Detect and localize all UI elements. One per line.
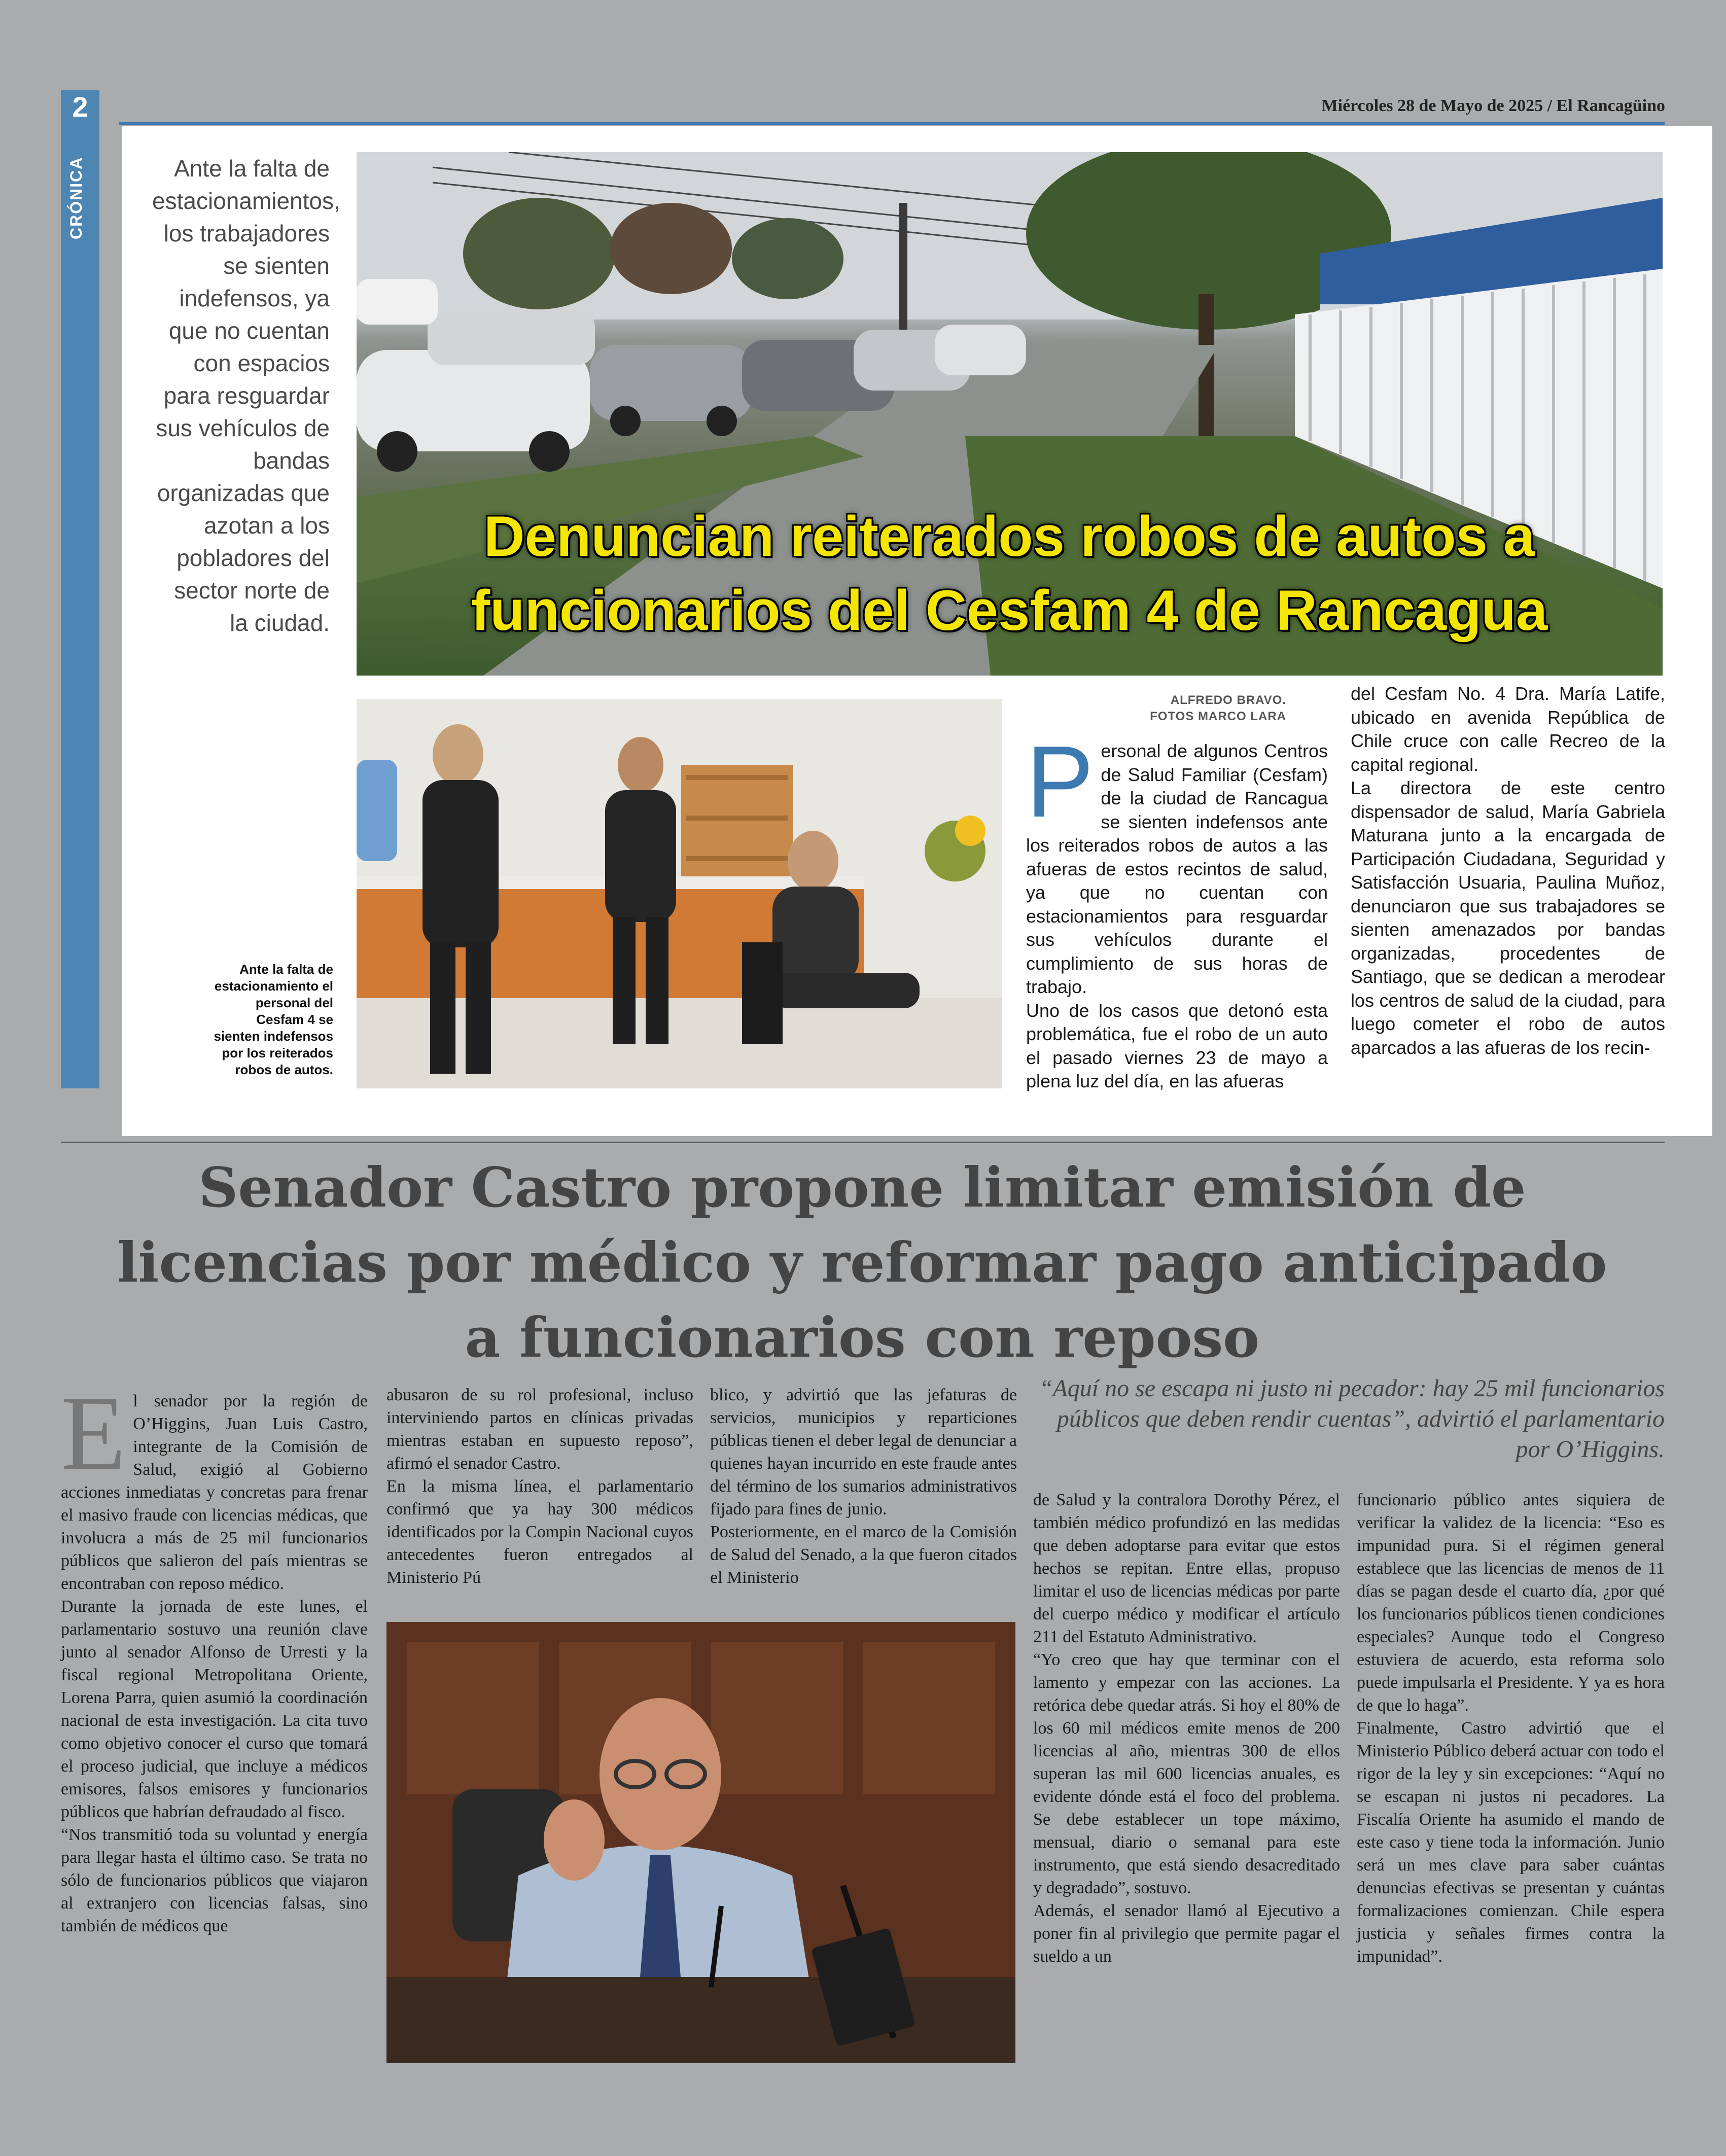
story-2-c4-para2: “Yo creo que hay que terminar con el lamento y empezar con las acciones. La retórica debe quedar atrás. Si hoy el 80% de los 60 mil médicos emite menos de 200 licencias al año, mientras 300 de ellos superan las mil 600 licencias anuales, es evidente dónde está el foco del problema. Se debe establecer un tope máximo, mensual, diario o semanal para este instrumento, que está siendo desacreditado y degradado”, sostuvo. xyxy=(1033,1650,1340,1897)
story-2-c3-para2: Posteriormente, en el marco de la Comisión de Salud del Senado, a la que fueron citados el Ministerio xyxy=(710,1523,1017,1587)
byline-photos: FOTOS MARCO LARA xyxy=(1150,710,1286,723)
page-number: 2 xyxy=(72,91,88,123)
senator-illustration xyxy=(386,1622,1015,2063)
staff-office-photo xyxy=(357,699,1002,1088)
story-2-dropcap: E xyxy=(61,1374,126,1492)
story-2-c4-para3: Además, el senador llamó al Ejecutivo a poner fin al privilegio que permite pagar el sueldo a un xyxy=(1033,1901,1340,1966)
story-2-column-2 xyxy=(386,1384,693,1589)
byline-author: ALFREDO BRAVO. xyxy=(1170,693,1286,707)
story-1-byline xyxy=(1141,692,1286,725)
story-2-headline: Senador Castro propone limitar emisión de licencias por médico y reformar pago anticipado a funcionarios con reposo xyxy=(117,1156,1607,1370)
story-2-column-4 xyxy=(1033,1489,1340,1968)
story-2-column-5 xyxy=(1357,1489,1665,1968)
story-2-c4-para1: de Salud y la contralora Dorothy Pérez, el también médico profundizó en las medidas que deben adoptarse para evitar que estos hechos se repitan. Entre ellas, propuso limitar el uso de licencias médicas por parte del cuerpo médico y modificar el artículo 211 del Estatuto Administrativo. xyxy=(1033,1491,1340,1646)
story-2-pullquote: “Aquí no se escapa ni justo ni pecador: hay 25 mil funcionarios públicos que deben rendir cuentas”, advirtió el parlamentario por O’Higgins. xyxy=(1039,1375,1665,1463)
story-2-column-1 xyxy=(61,1374,368,1937)
dateline: Miércoles 28 de Mayo de 2025 / El Rancagüino xyxy=(1321,96,1665,115)
staff-office-illustration xyxy=(357,699,1002,1088)
story-1-col1-para1: ersonal de algunos Centros de Salud Familiar (Cesfam) de la ciudad de Rancagua se sienten indefensos ante los reiterados robos de autos a las afueras de estos recintos de salud, ya que no cuentan con estacionamientos para resguardar sus vehículos durante el cumplimiento de sus horas de trabajo. xyxy=(1026,740,1328,997)
story-2-c2-para2: En la misma línea, el parlamentario confirmó que ya hay 300 médicos identificados por la Compin Nacional cuyos antecedentes fueron entregados al Ministerio Pú xyxy=(386,1477,693,1587)
story-divider xyxy=(61,1142,1665,1143)
story-2-c5-para1: funcionario público antes siquiera de verificar la validez de la licencia: “Eso es impunidad pura. Si el régimen general establece que las licencias de menos de 11 días se pagan desde el cuarto día, ¿por qué los funcionarios públicos tienen condiciones especiales? Aunque todo el Congreso estuviera de acuerdo, esta reforma solo puede impulsarla el Presidente. Y ya es hora de que lo haga”. xyxy=(1357,1491,1665,1715)
story-2-column-3 xyxy=(710,1384,1017,1589)
story-2-c1-para1: l senador por la región de O’Higgins, Juan Luis Castro, integrante de la Comisión de Salud, exigió al Gobierno acciones inmediatas y concretas para frenar el masivo fraude con licencias médicas, que involucra a más de 25 mil funcionarios públicos que salieron del país mientras se encontraban con reposo médico. xyxy=(61,1392,368,1593)
senator-photo xyxy=(386,1622,1015,2063)
story-1-col1-para2: Uno de los casos que detonó esta problemática, fue el robo de un auto el pasado viernes 23 de mayo a plena luz del día, en las afueras xyxy=(1026,1000,1328,1091)
header-rule xyxy=(119,122,1665,125)
story-2-c1-para3: “Nos transmitió toda su voluntad y energía para llegar hasta el último caso. Se trata no sólo de funcionarios públicos que viajaron al extranjero con licencias falsas, sino también de médicos que xyxy=(61,1825,368,1935)
story-1-column-1 xyxy=(1026,725,1328,1093)
story-1-headline: Denuncian reiterados robos de autos a funcionarios del Cesfam 4 de Rancagua xyxy=(471,505,1548,642)
story-1-dropcap: P xyxy=(1026,725,1094,838)
story-2-c5-para2: Finalmente, Castro advirtió que el Ministerio Público deberá actuar con todo el rigor de la ley y sin excepciones: “Aquí no se escapan ni justos ni pecadores. La Fiscalía Oriente ha asumido el mando de este caso y tiene toda la información. Junio será un mes clave para saber cuántas denuncias efectivas se presentan y cuántas formalizaciones comienzan. Chile espera justicia y señales firmes contra la impunidad”. xyxy=(1357,1719,1665,1966)
story-2-c2-para1: abusaron de su rol profesional, incluso interviniendo partos en clínicas privadas mientras estaban en supuesto reposo”, afirmó el senador Castro. xyxy=(386,1386,693,1473)
story-2-c3-para1: blico, y advirtió que las jefaturas de servicios, municipios y reparticiones públicas tienen el deber legal de denunciar a quienes hayan incurrido en este fraude antes del término de los sumarios administrativos fijado para fines de junio. xyxy=(710,1386,1017,1518)
story-1-col2-para1: del Cesfam No. 4 Dra. María Latife, ubicado en avenida República de Chile cruce con calle Recreo de la capital regional. xyxy=(1351,683,1665,775)
story-1-column-2 xyxy=(1351,682,1665,1059)
story-2-c1-para2: Durante la jornada de este lunes, el parlamentario sostuvo una reunión clave junto al senador Alfonso de Urresti y la fiscal regional Metropolitana Oriente, Lorena Parra, quien asumió la coordinación nacional de esta investigación. La cita tuvo como objetivo conocer el curso que tomará el proceso judicial, que incluye a médicos emisores, falsos emisores y funcionarios públicos que habrían defraudado al fisco. xyxy=(61,1597,368,1821)
section-label: CRÓNICA xyxy=(67,156,85,239)
story-1-col2-para2: La directora de este centro dispensador de salud, María Gabriela Maturana junto a la encargada de Participación Ciudadana, Seguridad y Satisfacción Usuaria, Paulina Muñoz, denunciaron que sus trabajadores se sienten amenazados por bandas organizadas, procedentes de Santiago, que se dedican a merodear los centros de salud de la ciudad, para luego cometer el robo de autos aparcados a las afueras de los recin- xyxy=(1351,777,1665,1058)
story-1-photo-caption: Ante la falta de estacionamiento el personal del Cesfam 4 se sienten indefensos por los reiterados robos de autos. xyxy=(214,962,333,1077)
story-1-lede: Ante la falta de estacionamientos, los trabajadores se sienten indefensos, ya que no cuentan con espacios para resguardar sus vehículos de bandas organizadas que azotan a los pobladores del sector norte de la ciudad. xyxy=(152,155,340,636)
